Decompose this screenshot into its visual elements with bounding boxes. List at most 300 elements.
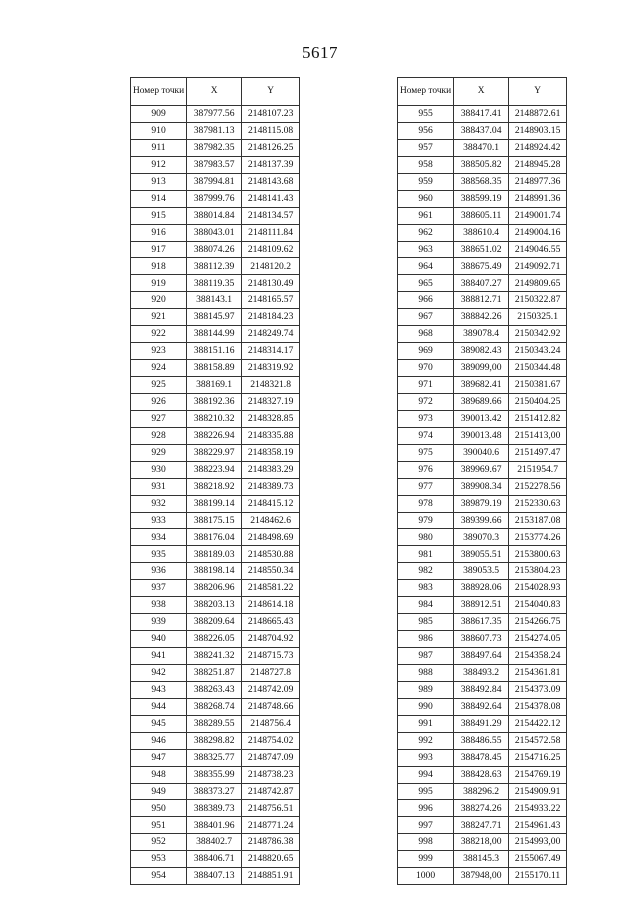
cell-x: 388209.64 (187, 614, 242, 631)
cell-x: 390040.6 (454, 444, 509, 461)
cell-x: 388373.27 (187, 783, 242, 800)
table-row (131, 834, 300, 851)
cell-point-number: 958 (398, 156, 454, 173)
cell-y: 2148107.23 (242, 106, 300, 123)
cell-y: 2151497.47 (509, 444, 567, 461)
cell-y: 2148771.24 (242, 817, 300, 834)
cell-x: 387977.56 (187, 106, 242, 123)
cell-x: 388617.35 (454, 614, 509, 631)
cell-x: 388199.14 (187, 495, 242, 512)
cell-point-number: 1000 (398, 868, 454, 885)
cell-y: 2154933.22 (509, 800, 567, 817)
table-row (131, 817, 300, 834)
cell-x: 389682.41 (454, 377, 509, 394)
cell-point-number: 925 (131, 377, 187, 394)
cell-y: 2154361.81 (509, 664, 567, 681)
cell-y: 2151413,00 (509, 427, 567, 444)
cell-y: 2154028.93 (509, 580, 567, 597)
cell-point-number: 985 (398, 614, 454, 631)
table-row (398, 444, 567, 461)
cell-y: 2153774.26 (509, 529, 567, 546)
cell-point-number: 909 (131, 106, 187, 123)
cell-y: 2148358.19 (242, 444, 300, 461)
cell-y: 2148111.84 (242, 224, 300, 241)
cell-y: 2154769.19 (509, 766, 567, 783)
cell-x: 388407.13 (187, 868, 242, 885)
cell-y: 2150343.24 (509, 343, 567, 360)
cell-point-number: 990 (398, 698, 454, 715)
header-x: X (187, 78, 242, 106)
table-row (131, 444, 300, 461)
cell-x: 388158.89 (187, 360, 242, 377)
cell-x: 388241.32 (187, 648, 242, 665)
cell-y: 2148872.61 (509, 106, 567, 123)
cell-x: 389879.19 (454, 495, 509, 512)
table-row (398, 698, 567, 715)
cell-x: 388325.77 (187, 749, 242, 766)
cell-y: 2148498.69 (242, 529, 300, 546)
cell-point-number: 981 (398, 546, 454, 563)
table-row (131, 783, 300, 800)
coordinates-table-left (130, 77, 300, 885)
cell-x: 388610.4 (454, 224, 509, 241)
cell-point-number: 999 (398, 851, 454, 868)
cell-x: 388417.41 (454, 106, 509, 123)
cell-y: 2148903.15 (509, 122, 567, 139)
cell-x: 388389.73 (187, 800, 242, 817)
cell-point-number: 950 (131, 800, 187, 817)
cell-y: 2154040.83 (509, 597, 567, 614)
cell-point-number: 964 (398, 258, 454, 275)
cell-x: 389399.66 (454, 512, 509, 529)
header-point-number: Номер точки (398, 78, 454, 106)
cell-x: 389082.43 (454, 343, 509, 360)
cell-x: 388274.26 (454, 800, 509, 817)
cell-y: 2148747.09 (242, 749, 300, 766)
cell-y: 2152330.63 (509, 495, 567, 512)
cell-y: 2148550.34 (242, 563, 300, 580)
cell-y: 2153804.23 (509, 563, 567, 580)
table-row (398, 648, 567, 665)
table-row (398, 563, 567, 580)
cell-x: 390013.42 (454, 410, 509, 427)
cell-point-number: 938 (131, 597, 187, 614)
cell-x: 389078.4 (454, 326, 509, 343)
cell-point-number: 941 (131, 648, 187, 665)
cell-x: 388928.06 (454, 580, 509, 597)
cell-x: 388112.39 (187, 258, 242, 275)
cell-y: 2148130.49 (242, 275, 300, 292)
cell-point-number: 912 (131, 156, 187, 173)
table-row (131, 749, 300, 766)
cell-y: 2148614.18 (242, 597, 300, 614)
cell-x: 389053.5 (454, 563, 509, 580)
table-row (131, 224, 300, 241)
cell-y: 2148335.88 (242, 427, 300, 444)
table-row (398, 360, 567, 377)
header-y: Y (242, 78, 300, 106)
table-row (131, 427, 300, 444)
cell-y: 2154266.75 (509, 614, 567, 631)
cell-y: 2148530.88 (242, 546, 300, 563)
cell-y: 2154961.43 (509, 817, 567, 834)
cell-point-number: 934 (131, 529, 187, 546)
cell-point-number: 914 (131, 190, 187, 207)
cell-x: 388812.71 (454, 292, 509, 309)
cell-point-number: 963 (398, 241, 454, 258)
cell-y: 2154378.08 (509, 698, 567, 715)
cell-y: 2148314.17 (242, 343, 300, 360)
cell-point-number: 988 (398, 664, 454, 681)
table-row (131, 597, 300, 614)
cell-x: 389055.51 (454, 546, 509, 563)
cell-x: 388014.84 (187, 207, 242, 224)
cell-y: 2148715.73 (242, 648, 300, 665)
cell-y: 2155170.11 (509, 868, 567, 885)
cell-point-number: 962 (398, 224, 454, 241)
cell-point-number: 916 (131, 224, 187, 241)
cell-x: 388189.03 (187, 546, 242, 563)
cell-x: 388568.35 (454, 173, 509, 190)
cell-point-number: 940 (131, 631, 187, 648)
cell-x: 387948,00 (454, 868, 509, 885)
cell-point-number: 982 (398, 563, 454, 580)
cell-point-number: 943 (131, 681, 187, 698)
cell-y: 2151954.7 (509, 461, 567, 478)
cell-point-number: 911 (131, 139, 187, 156)
cell-point-number: 935 (131, 546, 187, 563)
cell-point-number: 960 (398, 190, 454, 207)
table-row (398, 309, 567, 326)
cell-y: 2150342.92 (509, 326, 567, 343)
cell-y: 2148249.74 (242, 326, 300, 343)
cell-x: 389689.66 (454, 393, 509, 410)
table-row (131, 461, 300, 478)
header-point-number: Номер точки (131, 78, 187, 106)
cell-y: 2152278.56 (509, 478, 567, 495)
table-row (398, 393, 567, 410)
cell-y: 2154909.91 (509, 783, 567, 800)
table-row (398, 766, 567, 783)
cell-x: 388492.84 (454, 681, 509, 698)
table-row (131, 410, 300, 427)
table-row (131, 309, 300, 326)
cell-point-number: 974 (398, 427, 454, 444)
cell-y: 2148851.91 (242, 868, 300, 885)
cell-point-number: 928 (131, 427, 187, 444)
table-row (131, 614, 300, 631)
cell-y: 2148141.43 (242, 190, 300, 207)
cell-y: 2148389.73 (242, 478, 300, 495)
cell-point-number: 975 (398, 444, 454, 461)
cell-point-number: 970 (398, 360, 454, 377)
table-row (398, 631, 567, 648)
cell-y: 2148137.39 (242, 156, 300, 173)
cell-y: 2154358.24 (509, 648, 567, 665)
table-row (398, 732, 567, 749)
cell-point-number: 977 (398, 478, 454, 495)
table-row (398, 275, 567, 292)
cell-x: 388605.11 (454, 207, 509, 224)
table-row (131, 478, 300, 495)
cell-x: 387994.81 (187, 173, 242, 190)
cell-point-number: 936 (131, 563, 187, 580)
cell-y: 2149046.55 (509, 241, 567, 258)
cell-y: 2148120.2 (242, 258, 300, 275)
cell-x: 388407.27 (454, 275, 509, 292)
cell-x: 388268.74 (187, 698, 242, 715)
cell-x: 388599.19 (454, 190, 509, 207)
cell-y: 2150325.1 (509, 309, 567, 326)
cell-x: 388218,00 (454, 834, 509, 851)
cell-y: 2154274.05 (509, 631, 567, 648)
cell-y: 2148665.43 (242, 614, 300, 631)
cell-x: 388402.7 (187, 834, 242, 851)
cell-point-number: 926 (131, 393, 187, 410)
cell-point-number: 976 (398, 461, 454, 478)
cell-point-number: 915 (131, 207, 187, 224)
table-row (131, 698, 300, 715)
table-row (398, 868, 567, 885)
table-row (398, 817, 567, 834)
cell-y: 2148738.23 (242, 766, 300, 783)
cell-x: 388492.64 (454, 698, 509, 715)
cell-y: 2154993,00 (509, 834, 567, 851)
table-row (131, 292, 300, 309)
cell-y: 2148109.62 (242, 241, 300, 258)
cell-point-number: 959 (398, 173, 454, 190)
cell-x: 388497.64 (454, 648, 509, 665)
cell-y: 2148184.23 (242, 309, 300, 326)
table-row (398, 173, 567, 190)
cell-y: 2148134.57 (242, 207, 300, 224)
cell-point-number: 971 (398, 377, 454, 394)
cell-point-number: 921 (131, 309, 187, 326)
cell-point-number: 956 (398, 122, 454, 139)
cell-point-number: 998 (398, 834, 454, 851)
table-row (131, 326, 300, 343)
table-row (131, 139, 300, 156)
table-row (131, 512, 300, 529)
table-row (131, 207, 300, 224)
cell-y: 2150344.48 (509, 360, 567, 377)
cell-y: 2154422.12 (509, 715, 567, 732)
cell-y: 2148143.68 (242, 173, 300, 190)
table-row (398, 749, 567, 766)
cell-x: 387981.13 (187, 122, 242, 139)
table-row (398, 851, 567, 868)
cell-x: 388406.71 (187, 851, 242, 868)
cell-y: 2150381.67 (509, 377, 567, 394)
cell-x: 388607.73 (454, 631, 509, 648)
cell-x: 388229.97 (187, 444, 242, 461)
cell-x: 388203.13 (187, 597, 242, 614)
cell-x: 388226.05 (187, 631, 242, 648)
table-row (131, 563, 300, 580)
cell-x: 388226.94 (187, 427, 242, 444)
cell-x: 388298.82 (187, 732, 242, 749)
table-row (131, 360, 300, 377)
table-row (131, 343, 300, 360)
cell-point-number: 967 (398, 309, 454, 326)
cell-point-number: 930 (131, 461, 187, 478)
cell-point-number: 922 (131, 326, 187, 343)
table-row (398, 292, 567, 309)
cell-x: 388198.14 (187, 563, 242, 580)
cell-point-number: 993 (398, 749, 454, 766)
cell-x: 388401.96 (187, 817, 242, 834)
cell-y: 2148321.8 (242, 377, 300, 394)
table-row (131, 258, 300, 275)
cell-y: 2148462.6 (242, 512, 300, 529)
table-row (131, 546, 300, 563)
cell-y: 2149004.16 (509, 224, 567, 241)
cell-point-number: 927 (131, 410, 187, 427)
cell-x: 389969.67 (454, 461, 509, 478)
cell-x: 388912.51 (454, 597, 509, 614)
cell-x: 388470.1 (454, 139, 509, 156)
cell-point-number: 952 (131, 834, 187, 851)
cell-y: 2148704.92 (242, 631, 300, 648)
cell-y: 2153800.63 (509, 546, 567, 563)
cell-point-number: 997 (398, 817, 454, 834)
table-row (131, 631, 300, 648)
cell-point-number: 972 (398, 393, 454, 410)
cell-y: 2153187.08 (509, 512, 567, 529)
cell-y: 2154572.58 (509, 732, 567, 749)
cell-x: 388169.1 (187, 377, 242, 394)
cell-point-number: 931 (131, 478, 187, 495)
cell-point-number: 983 (398, 580, 454, 597)
cell-point-number: 968 (398, 326, 454, 343)
cell-point-number: 954 (131, 868, 187, 885)
cell-point-number: 957 (398, 139, 454, 156)
table-row (131, 648, 300, 665)
table-row (131, 156, 300, 173)
table-row (131, 664, 300, 681)
cell-x: 388175.15 (187, 512, 242, 529)
table-row (131, 868, 300, 885)
cell-point-number: 949 (131, 783, 187, 800)
table-row (131, 851, 300, 868)
cell-y: 2148727.8 (242, 664, 300, 681)
cell-point-number: 995 (398, 783, 454, 800)
table-row (131, 275, 300, 292)
cell-x: 388355.99 (187, 766, 242, 783)
cell-point-number: 944 (131, 698, 187, 715)
cell-x: 388119.35 (187, 275, 242, 292)
table-row (131, 766, 300, 783)
cell-y: 2148754.02 (242, 732, 300, 749)
cell-x: 387999.76 (187, 190, 242, 207)
cell-point-number: 961 (398, 207, 454, 224)
table-row (398, 495, 567, 512)
table-row (398, 715, 567, 732)
cell-x: 388143.1 (187, 292, 242, 309)
cell-x: 388493.2 (454, 664, 509, 681)
cell-point-number: 924 (131, 360, 187, 377)
cell-point-number: 992 (398, 732, 454, 749)
cell-y: 2148319.92 (242, 360, 300, 377)
table-row (131, 495, 300, 512)
cell-y: 2148126.25 (242, 139, 300, 156)
table-row (131, 800, 300, 817)
cell-y: 2148977.36 (509, 173, 567, 190)
cell-point-number: 947 (131, 749, 187, 766)
cell-y: 2154716.25 (509, 749, 567, 766)
table-row (398, 614, 567, 631)
table-row (131, 393, 300, 410)
cell-point-number: 910 (131, 122, 187, 139)
table-row (131, 681, 300, 698)
cell-x: 388210.32 (187, 410, 242, 427)
cell-y: 2148756.51 (242, 800, 300, 817)
table-row (398, 546, 567, 563)
table-row (131, 173, 300, 190)
table-row (398, 800, 567, 817)
cell-point-number: 991 (398, 715, 454, 732)
table-row (398, 241, 567, 258)
table-row (398, 597, 567, 614)
cell-x: 388486.55 (454, 732, 509, 749)
cell-point-number: 969 (398, 343, 454, 360)
cell-point-number: 917 (131, 241, 187, 258)
cell-point-number: 942 (131, 664, 187, 681)
cell-y: 2148945.28 (509, 156, 567, 173)
cell-point-number: 946 (131, 732, 187, 749)
cell-point-number: 933 (131, 512, 187, 529)
cell-x: 387983.57 (187, 156, 242, 173)
table-row (131, 122, 300, 139)
cell-x: 388842.26 (454, 309, 509, 326)
cell-point-number: 919 (131, 275, 187, 292)
table-row (398, 377, 567, 394)
cell-y: 2148327.19 (242, 393, 300, 410)
cell-point-number: 937 (131, 580, 187, 597)
table-row (398, 207, 567, 224)
table-row (131, 732, 300, 749)
cell-point-number: 966 (398, 292, 454, 309)
table-row (398, 478, 567, 495)
cell-point-number: 929 (131, 444, 187, 461)
cell-x: 388247.71 (454, 817, 509, 834)
table-row (398, 664, 567, 681)
table-row (398, 139, 567, 156)
cell-x: 388263.43 (187, 681, 242, 698)
cell-y: 2151412.82 (509, 410, 567, 427)
table-row (398, 512, 567, 529)
table-row (398, 343, 567, 360)
cell-x: 388251.87 (187, 664, 242, 681)
table-row (398, 190, 567, 207)
cell-x: 388145.3 (454, 851, 509, 868)
cell-x: 388192.36 (187, 393, 242, 410)
table-row (398, 461, 567, 478)
cell-point-number: 951 (131, 817, 187, 834)
table-row (131, 715, 300, 732)
cell-point-number: 965 (398, 275, 454, 292)
cell-y: 2148115.08 (242, 122, 300, 139)
table-row (398, 834, 567, 851)
cell-y: 2148165.57 (242, 292, 300, 309)
table-row (131, 529, 300, 546)
cell-point-number: 984 (398, 597, 454, 614)
cell-y: 2148924.42 (509, 139, 567, 156)
cell-point-number: 996 (398, 800, 454, 817)
cell-point-number: 955 (398, 106, 454, 123)
cell-x: 387982.35 (187, 139, 242, 156)
cell-x: 388675.49 (454, 258, 509, 275)
